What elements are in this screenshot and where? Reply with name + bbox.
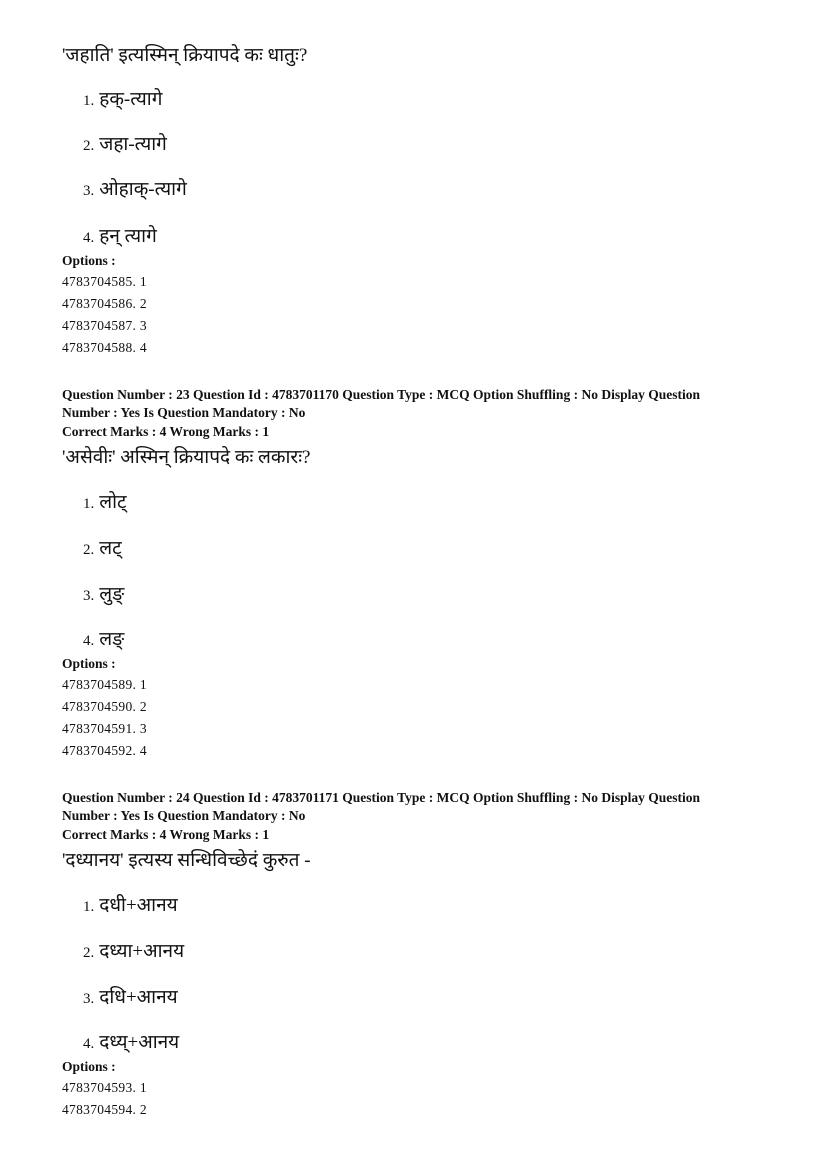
option-id-line: 4783704591. 3 <box>62 721 147 736</box>
question-text: 'दध्यानय' इत्यस्य सन्धिविच्छेदं कुरुत - <box>62 850 311 871</box>
choice-number: 2. <box>83 945 95 961</box>
choice-number: 2. <box>83 138 95 154</box>
choice-number: 2. <box>83 542 95 558</box>
choice-3 <box>83 583 124 608</box>
question-meta-line: Question Number : 23 Question Id : 4783701170 Question Type : MCQ Option Shuffling : No Display Question <box>62 387 700 402</box>
choice-text: हक्-त्यागे <box>99 89 163 110</box>
choice-text: ओहाक्-त्यागे <box>99 179 187 200</box>
options-label: Options : <box>62 253 116 268</box>
choice-number: 4. <box>83 230 95 246</box>
choice-number: 3. <box>83 183 95 199</box>
option-id-line: 4783704586. 2 <box>62 296 147 311</box>
choice-number: 1. <box>83 899 95 915</box>
question-meta-line: Number : Yes Is Question Mandatory : No <box>62 808 306 823</box>
choice-2 <box>83 940 184 965</box>
option-id-line: 4783704592. 4 <box>62 743 147 758</box>
question-marks-line: Correct Marks : 4 Wrong Marks : 1 <box>62 424 270 439</box>
choice-number: 1. <box>83 496 95 512</box>
choice-number: 4. <box>83 633 95 649</box>
choice-text: जहा-त्यागे <box>99 134 167 155</box>
choice-number: 4. <box>83 1036 95 1052</box>
choice-4 <box>83 628 124 653</box>
choice-1 <box>83 88 162 113</box>
choice-2 <box>83 537 122 562</box>
choice-text: दध्य्+आनय <box>99 1032 180 1053</box>
choice-number: 1. <box>83 93 95 109</box>
choice-text: दध्या+आनय <box>99 941 185 962</box>
option-id-line: 4783704588. 4 <box>62 340 147 355</box>
option-id-line: 4783704594. 2 <box>62 1102 147 1117</box>
option-id-line: 4783704589. 1 <box>62 677 147 692</box>
option-id-line: 4783704593. 1 <box>62 1080 147 1095</box>
choice-text: लट् <box>99 538 122 559</box>
options-label: Options : <box>62 656 116 671</box>
question-text: 'असेवीः' अस्मिन् क्रियापदे कः लकारः? <box>62 447 311 468</box>
choice-2 <box>83 133 167 158</box>
option-id-line: 4783704590. 2 <box>62 699 147 714</box>
choice-number: 3. <box>83 588 95 604</box>
question-meta-line: Number : Yes Is Question Mandatory : No <box>62 405 306 420</box>
choice-text: लङ् <box>99 629 125 650</box>
option-id-line: 4783704585. 1 <box>62 274 147 289</box>
choice-number: 3. <box>83 991 95 1007</box>
choice-1 <box>83 894 178 919</box>
question-marks-line: Correct Marks : 4 Wrong Marks : 1 <box>62 827 270 842</box>
choice-3 <box>83 986 178 1011</box>
choice-3 <box>83 178 187 203</box>
options-label: Options : <box>62 1059 116 1074</box>
choice-text: दधी+आनय <box>99 895 178 916</box>
choice-text: लुङ् <box>99 584 125 605</box>
choice-4 <box>83 225 157 250</box>
choice-text: हन् त्यागे <box>99 226 157 247</box>
choice-text: दधि+आनय <box>99 987 178 1008</box>
question-meta-line: Question Number : 24 Question Id : 4783701171 Question Type : MCQ Option Shuffling : No Display Question <box>62 790 700 805</box>
choice-text: लोट् <box>99 492 127 513</box>
choice-1 <box>83 491 127 516</box>
question-text: 'जहाति' इत्यस्मिन् क्रियापदे कः धातुः? <box>62 45 308 66</box>
option-id-line: 4783704587. 3 <box>62 318 147 333</box>
choice-4 <box>83 1031 179 1056</box>
